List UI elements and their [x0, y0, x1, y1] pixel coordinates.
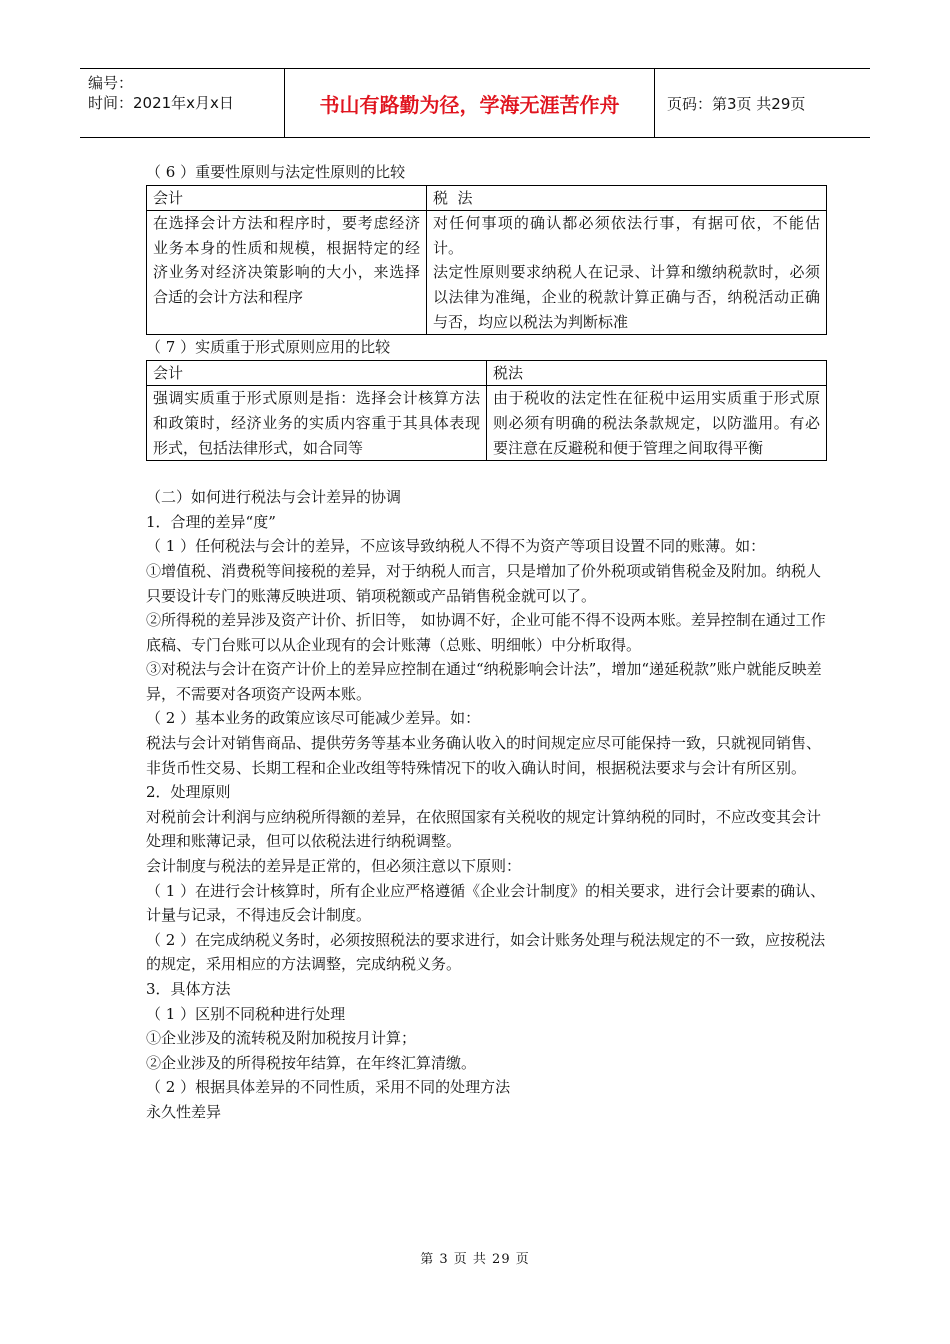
- table-header-accounting: 会计: [147, 185, 427, 211]
- paragraph: （ 2 ）根据具体差异的不同性质，采用不同的处理方法: [146, 1078, 511, 1097]
- header-meta: [80, 69, 285, 137]
- table-cell-tax-law: [427, 211, 827, 335]
- paragraph: （ 1 ）区别不同税种进行处理: [146, 1004, 346, 1023]
- paragraph: 对税前会计利润与应纳税所得额的差异，在依照国家有关税收的规定计算纳税的同时，不应改变其会计处理和账薄记录，但可以依税法进行纳税调整。: [146, 807, 822, 851]
- header-motto: 书山有路勤为径，学海无涯苦作舟: [285, 69, 655, 137]
- tax-law-paragraph: 对任何事项的确认都必须依法行事，有据可依，不能估计。: [433, 214, 820, 257]
- paragraph: ①增值税、消费税等间接税的差异，对于纳税人而言，只是增加了价外税项或销售税金及附加。纳税人只要设计专门的账薄反映进项、销项税额或产品销售税金就可以了。: [146, 561, 822, 605]
- section-6-title: （ 6 ）重要性原则与法定性原则的比较: [146, 163, 406, 181]
- subheading-reasonable-degree: 1．合理的差异“度”: [146, 512, 276, 531]
- table-cell-tax-law: 由于税收的法定性在征税中运用实质重于形式原则必须有明确的税法条款规定，以防滥用。有必要注意在反避税和便于管理之间取得平衡: [487, 386, 827, 461]
- table-row: [147, 211, 827, 335]
- table-cell-accounting: 在选择会计方法和程序时，要考虑经济业务本身的性质和规模，根据特定的经济业务对经济决策影响的大小，来选择合适的会计方法和程序: [147, 211, 427, 335]
- page-header: [80, 68, 870, 138]
- paragraph: 永久性差异: [146, 1102, 222, 1121]
- comparison-table-7: [146, 360, 827, 461]
- document-number-label: 编号：: [88, 74, 134, 92]
- paragraph: ②所得税的差异涉及资产计价、折旧等， 如协调不好，企业可能不得不设两本账。差异控制在通过工作底稿、专门台账可以从企业现有的会计账薄（总账、明细帐）中分析取得。: [146, 611, 826, 654]
- table-header-tax-law: 税法: [487, 360, 827, 386]
- page-footer: 第 3 页 共 29 页: [420, 1252, 530, 1267]
- paragraph: ①企业涉及的流转税及附加税按月计算；: [146, 1029, 417, 1048]
- paragraph: ③对税法与会计在资产计价上的差异应控制在通过“纳税影响会计法”，增加“递延税款”账户就能反映差异，不需要对各项资产设两本账。: [146, 660, 822, 703]
- paragraph: 会计制度与税法的差异是正常的，但必须注意以下原则：: [146, 857, 522, 876]
- document-content: [146, 160, 826, 1125]
- table-header-tax-law: 税 法: [427, 185, 827, 211]
- paragraph: 税法与会计对销售商品、提供劳务等基本业务确认收入的时间规定应尽可能保持一致，只就视同销售、非货币性交易、长期工程和企业改组等特殊情况下的收入确认时间，根据税法要求与会计有所区别。: [146, 734, 822, 777]
- subheading-principles: 2．处理原则: [146, 783, 231, 802]
- table-header-accounting: 会计: [147, 360, 487, 386]
- section-7-title: （ 7 ）实质重于形式原则应用的比较: [146, 338, 391, 357]
- heading-coordination: （二）如何进行税法与会计差异的协调: [146, 488, 402, 507]
- table-row: [147, 386, 827, 461]
- document-time-label: 时间：2021年x月x日: [88, 94, 234, 112]
- table-row: [147, 360, 827, 386]
- paragraph: （ 1 ）任何税法与会计的差异，不应该导致纳税人不得不为资产等项目设置不同的账薄。如：: [146, 537, 766, 556]
- paragraph: （ 2 ）在完成纳税义务时，必须按照税法的要求进行，如会计账务处理与税法规定的不一致，应按税法的规定，采用相应的方法调整，完成纳税义务。: [146, 930, 826, 974]
- tax-law-paragraph: 法定性原则要求纳税人在记录、计算和缴纳税款时，必须以法律为准绳，企业的税款计算正确与否，纳税活动正确与否，均应以税法为判断标准: [433, 263, 820, 331]
- table-row: [147, 185, 827, 211]
- spacer: [146, 461, 826, 485]
- comparison-table-6: [146, 185, 827, 336]
- paragraph: （ 1 ）在进行会计核算时，所有企业应严格遵循《企业会计制度》的相关要求，进行会计要素的确认、计量与记录，不得违反会计制度。: [146, 881, 826, 925]
- table-cell-accounting: 强调实质重于形式原则是指：选择会计核算方法和政策时，经济业务的实质内容重于其具体表现形式，包括法律形式，如合同等: [147, 386, 487, 461]
- header-page-info: 页码：第3页 共29页: [667, 94, 806, 113]
- subheading-methods: 3．具体方法: [146, 980, 231, 998]
- paragraph: （ 2 ）基本业务的政策应该尽可能减少差异。如：: [146, 709, 481, 728]
- paragraph: ②企业涉及的所得税按年结算，在年终汇算清缴。: [146, 1053, 477, 1072]
